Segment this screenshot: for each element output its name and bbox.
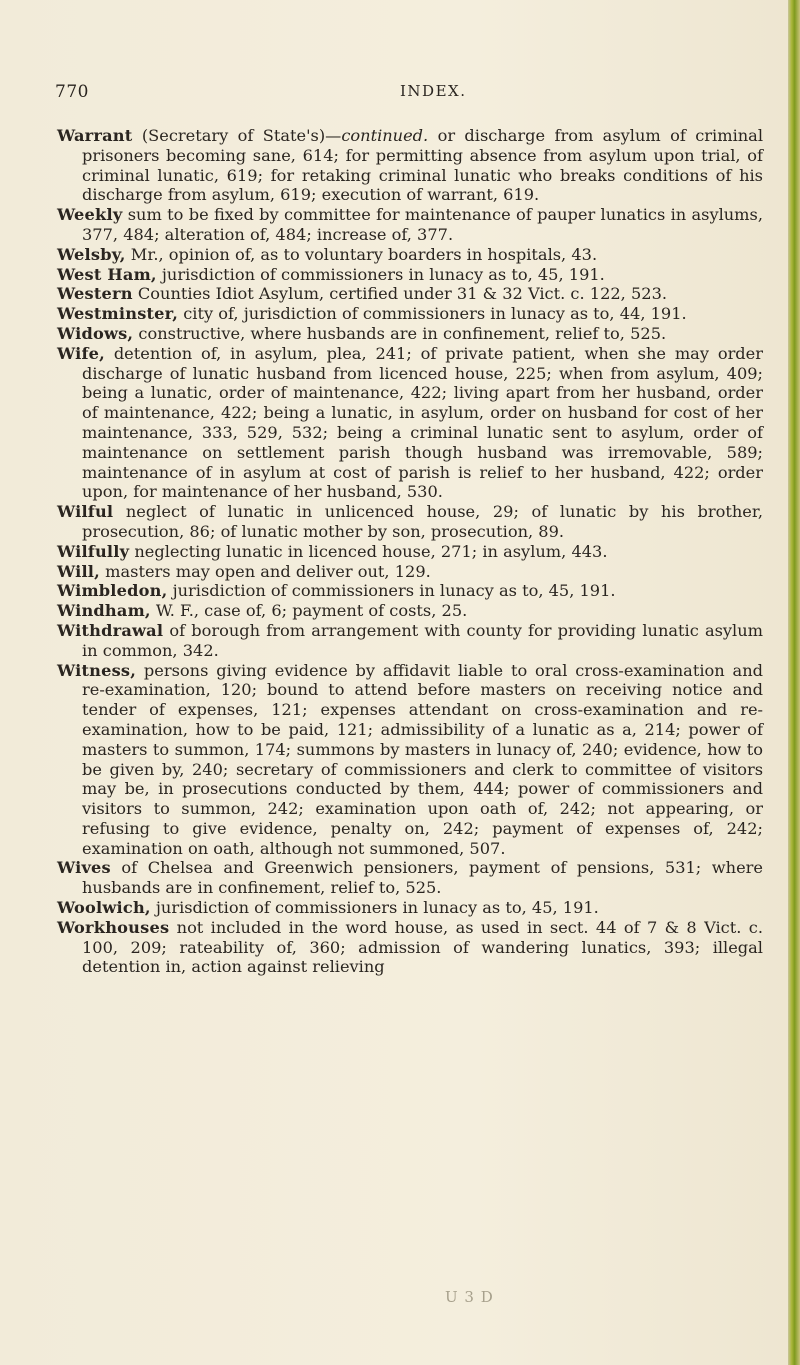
book-spine-edge [788, 0, 800, 1365]
index-entry-western [57, 284, 763, 304]
entry-head: Western [57, 284, 133, 304]
index-entry-welsby [57, 245, 763, 265]
entry-text: neglecting lunatic in licenced house, 271; in asylum, 443. [129, 541, 608, 561]
entry-head: Widows, [57, 323, 134, 343]
entry-text: constructive, where husbands are in confinement, relief to, 525. [133, 323, 667, 343]
entry-text: persons giving evidence by affidavit liable to oral cross-examination and re-examination, 120; bound to attend before masters on receiving notice and tender of expenses, 121; expenses attendant on cross-examination and re-examination, how to be paid, 121; admissibility of a lunatic as a, 214; power of masters to summon, 174; summons by masters in lunacy of, 240; evidence, how to be given by, 240; secretary of commissioners and clerk to committee of visitors may be, in prosecutions conducted by them, 444; power of commissioners and visitors to summon, 242; examination upon oath of, 242; not appearing, or refusing to give evidence, penalty on, 242; payment of expenses of, 242; examination on oath, although not summoned, 507. [82, 660, 763, 858]
index-entry-wimbledon [57, 581, 763, 601]
index-entry-wife [57, 344, 763, 502]
index-entry-woolwich [57, 898, 763, 918]
index-entry-will [57, 562, 763, 582]
index-entry-wives [57, 858, 763, 898]
entry-text: neglect of lunatic in unlicenced house, 29; of lunatic by his brother, prosecution, 86; of lunatic mother by son, prosecution, 89. [82, 502, 763, 541]
entry-head: Windham, [57, 601, 151, 621]
entry-text: of borough from arrangement with county for providing lunatic asylum in common, 342. [82, 620, 763, 660]
index-entry-wilfully [57, 542, 763, 562]
entry-text: not included in the word house, as used in sect. 44 of 7 & 8 Vict. c. 100, 209; rateability of, 360; admission of wandering lunatics, 393; illegal detention in, action against relieving [82, 917, 763, 977]
index-entry-workhouses [57, 918, 763, 977]
entry-head: Woolwich, [57, 898, 151, 918]
entry-head: Wilfully [57, 541, 130, 561]
entry-head: Wife, [57, 343, 105, 363]
index-entry-wilful [57, 502, 763, 542]
index-entry-witness [57, 661, 763, 859]
index-entry-withdrawal [57, 621, 763, 661]
entry-text: city of, jurisdiction of commissioners in lunacy as to, 44, 191. [178, 304, 687, 324]
entry-head: Witness, [57, 660, 137, 680]
entry-text: W. F., case of, 6; payment of costs, 25. [150, 601, 468, 621]
entry-head: Wives [57, 858, 111, 878]
entry-head: Wilful [57, 502, 114, 522]
entry-text: jurisdiction of commissioners in lunacy as to, 45, 191. [167, 581, 616, 601]
index-entry-windham [57, 601, 763, 621]
entry-head: Will, [57, 561, 100, 581]
index-entry-westminster [57, 304, 763, 324]
entry-text: detention of, in asylum, plea, 241; of private patient, when she may order discharge of lunatic husband from licenced house, 225; when from asylum, 409; being a lunatic, order of maintenance, 422; living apart from her husband, order of maintenance, 422; being a lunatic, in asylum, order on husband for cost of her maintenance, 333, 529, 532; being a criminal lunatic sent to asylum, order of maintenance on settlement parish though husband was irremovable, 589; maintenance of in asylum at cost of parish is relief to her husband, 422; order upon, for maintenance of her husband, 530. [82, 343, 763, 502]
entry-text: Mr., opinion of, as to voluntary boarders in hospitals, 43. [125, 244, 598, 264]
page-header [55, 82, 755, 108]
entry-head: Wimbledon, [57, 581, 168, 601]
entry-head: Warrant [57, 126, 133, 145]
entry-text-cont: or discharge from asylum of criminal prisoners becoming sane, 614; for permitting absence from asylum upon trial, of criminal lunatic, 619; for retaking criminal lunatic who breaks conditions of his discharge from asylum, 619; execution of warrant, 619. [82, 126, 763, 205]
entry-head: Westminster, [57, 304, 179, 324]
entry-text: jurisdiction of commissioners in lunacy as to, 45, 191. [156, 264, 605, 284]
page-number: 770 [55, 82, 89, 102]
entry-head: Withdrawal [57, 620, 164, 640]
entry-text: masters may open and deliver out, 129. [99, 561, 431, 581]
entry-head: Welsby, [57, 244, 126, 264]
index-entry-west-ham [57, 265, 763, 285]
entry-head: Weekly [57, 205, 123, 225]
printer-mark: U 3 D [445, 1288, 494, 1306]
index-entry-widows [57, 324, 763, 344]
entry-continued: continued. [341, 126, 429, 145]
index-entries [57, 126, 763, 977]
entry-text: Counties Idiot Asylum, certified under 31 & 32 Vict. c. 122, 523. [132, 284, 668, 304]
entry-head: West Ham, [57, 264, 157, 284]
index-entry-weekly [57, 205, 763, 245]
entry-text: of Chelsea and Greenwich pensioners, payment of pensions, 531; where husbands are in confinement, relief to, 525. [82, 858, 763, 898]
entry-head: Workhouses [57, 917, 170, 937]
running-head: INDEX. [400, 82, 467, 100]
entry-text: jurisdiction of commissioners in lunacy as to, 45, 191. [150, 898, 599, 918]
entry-text: sum to be fixed by committee for maintenance of pauper lunatics in asylums, 377, 484; alteration of, 484; increase of, 377. [82, 205, 763, 244]
index-entry-warrant [57, 126, 763, 205]
entry-text: (Secretary of State's)— [132, 126, 342, 145]
